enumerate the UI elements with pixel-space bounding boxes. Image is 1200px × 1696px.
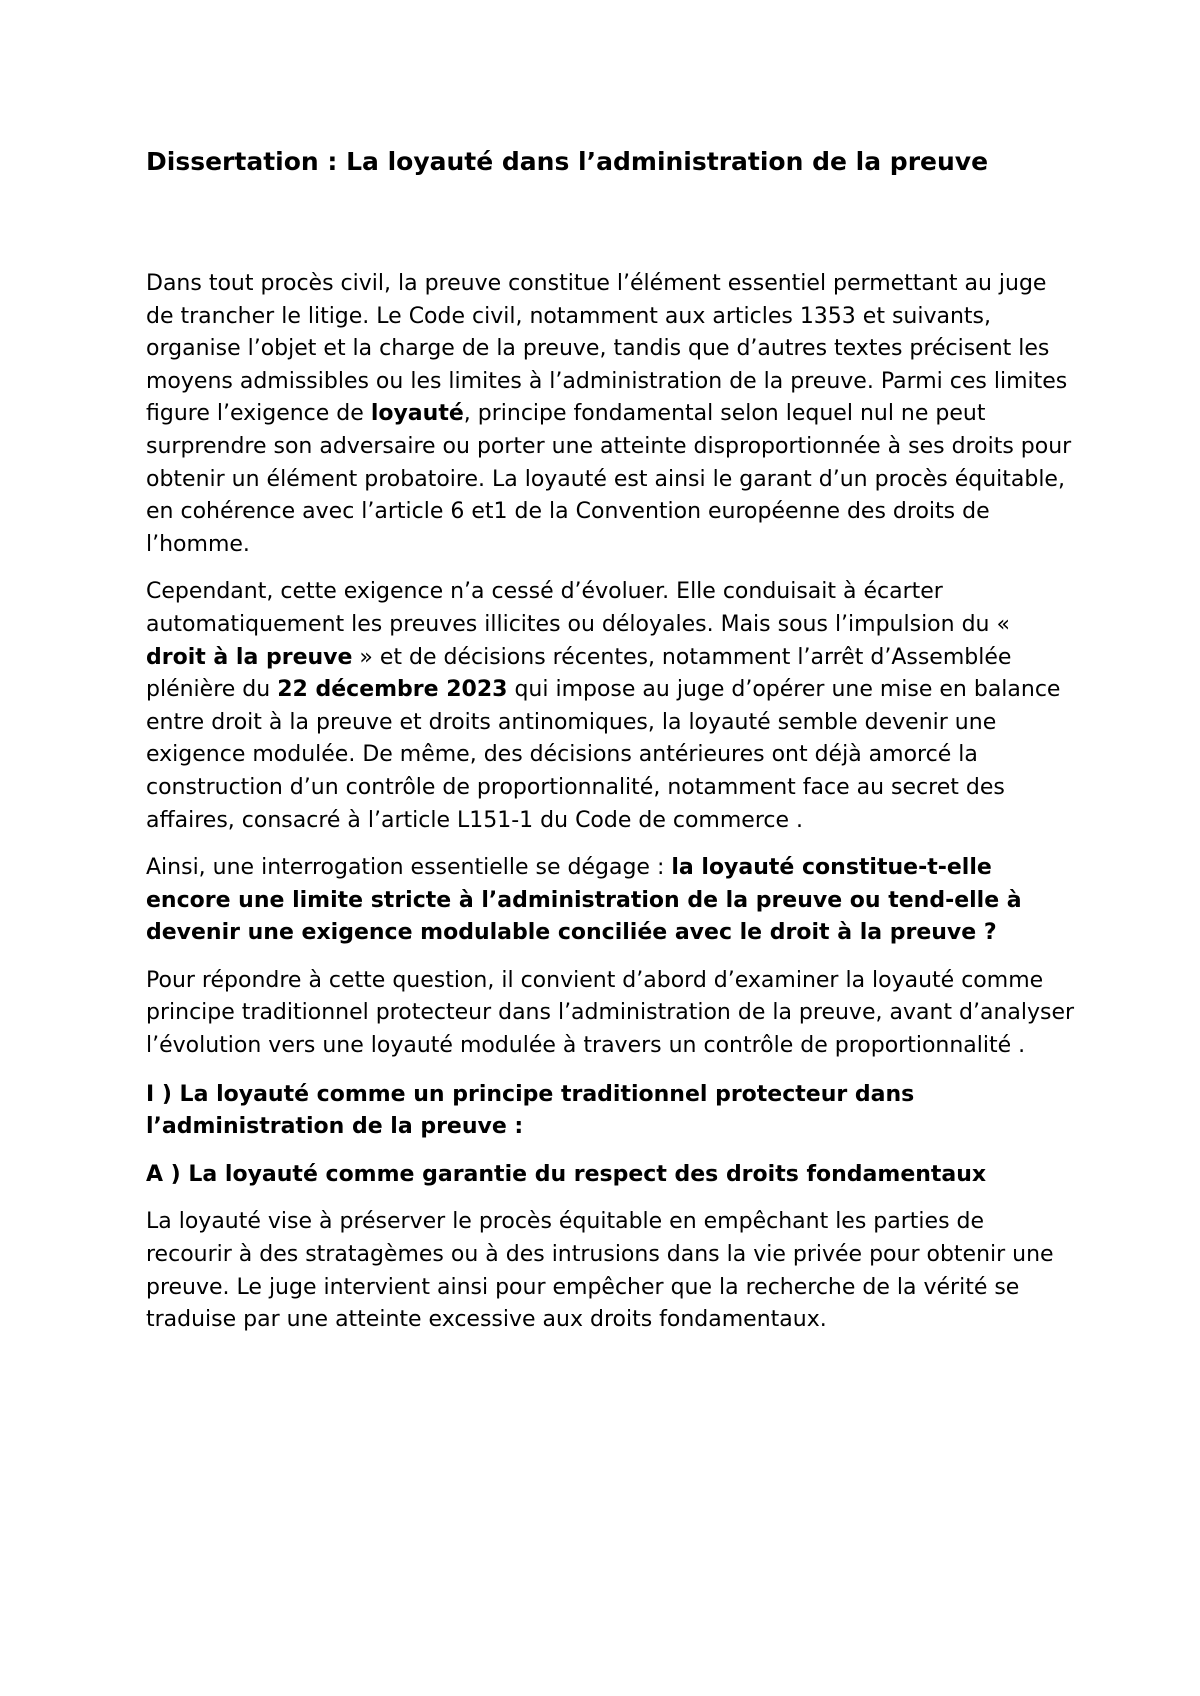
intro-p2-bold-droit-preuve: droit à la preuve <box>146 644 353 670</box>
intro-p3-text-a: Ainsi, une interrogation essentielle se dégage : <box>146 855 672 881</box>
intro-p1-bold-loyaute: loyauté <box>370 401 464 427</box>
intro-p1-text-c: , principe fondamental selon lequel nul ne peut surprendre son adversaire ou porter une atteinte disproportionnée à ses droits pour obtenir un élément probatoire. La loyauté est ainsi le garant d’un procès équitable, en cohérence avec l’article 6 et1 de la Convention européenne des droits de l’homme. <box>146 401 1072 557</box>
intro-paragraph-1 <box>146 268 1076 561</box>
part-1-heading: I ) La loyauté comme un principe traditionnel protecteur dans l’administration de la preuve : <box>146 1081 915 1140</box>
intro-p2-text-e: qui impose au juge d’opérer une mise en balance entre droit à la preuve et droits antinomiques, la loyauté semble devenir une exigence modulée. De même, des décisions antérieures ont déjà amorcé la construction d’un contrôle de proportionnalité, notamment face au secret des affaires, consacré à l’article L151-1 du Code de commerce . <box>146 677 1061 833</box>
intro-p1-text-a: Dans tout procès civil, la preuve constitue l’élément essentiel permettant au juge de trancher le litige. Le Code civil, notamment aux articles 1353 et suivants, organise l’objet et la charge de la preuve, tandis que d’autres textes précisent les moyens admissibles ou les limites à l’administration de la preuve. Parmi ces limites figure l’exigence de <box>146 271 1068 427</box>
document-body <box>146 143 1076 1337</box>
document-title: Dissertation : La loyauté dans l’administration de la preuve <box>146 147 989 176</box>
problematique: la loyauté constitue-t-elle encore une limite stricte à l’administration de la preuve ou tend-elle à devenir une exigence modulable conciliée avec le droit à la preuve ? <box>146 855 1022 946</box>
intro-p2-bold-date: 22 décembre 2023 <box>277 677 508 703</box>
intro-p2-text-c: » et de décisions récentes, notamment l’arrêt d’Assemblée plénière du <box>146 644 1012 703</box>
intro-p2-text-a: Cependant, cette exigence n’a cessé d’évoluer. Elle conduisait à écarter automatiquement les preuves illicites ou déloyales. Mais sous l’impulsion du « <box>146 579 1010 637</box>
part-1-a-heading: A ) La loyauté comme garantie du respect des droits fondamentaux <box>146 1161 987 1187</box>
intro-paragraph-4: Pour répondre à cette question, il convient d’abord d’examiner la loyauté comme principe traditionnel protecteur dans l’administration de la preuve, avant d’analyser l’évolution vers une loyauté modulée à travers un contrôle de proportionnalité . <box>146 967 1075 1059</box>
part-1-a-paragraph: La loyauté vise à préserver le procès équitable en empêchant les parties de recourir à des stratagèmes ou à des intrusions dans la vie privée pour obtenir une preuve. Le juge intervient ainsi pour empêcher que la recherche de la vérité se traduise par une atteinte excessive aux droits fondamentaux. <box>146 1209 1054 1333</box>
intro-paragraph-2 <box>146 576 1076 837</box>
intro-paragraph-3 <box>146 852 1076 950</box>
